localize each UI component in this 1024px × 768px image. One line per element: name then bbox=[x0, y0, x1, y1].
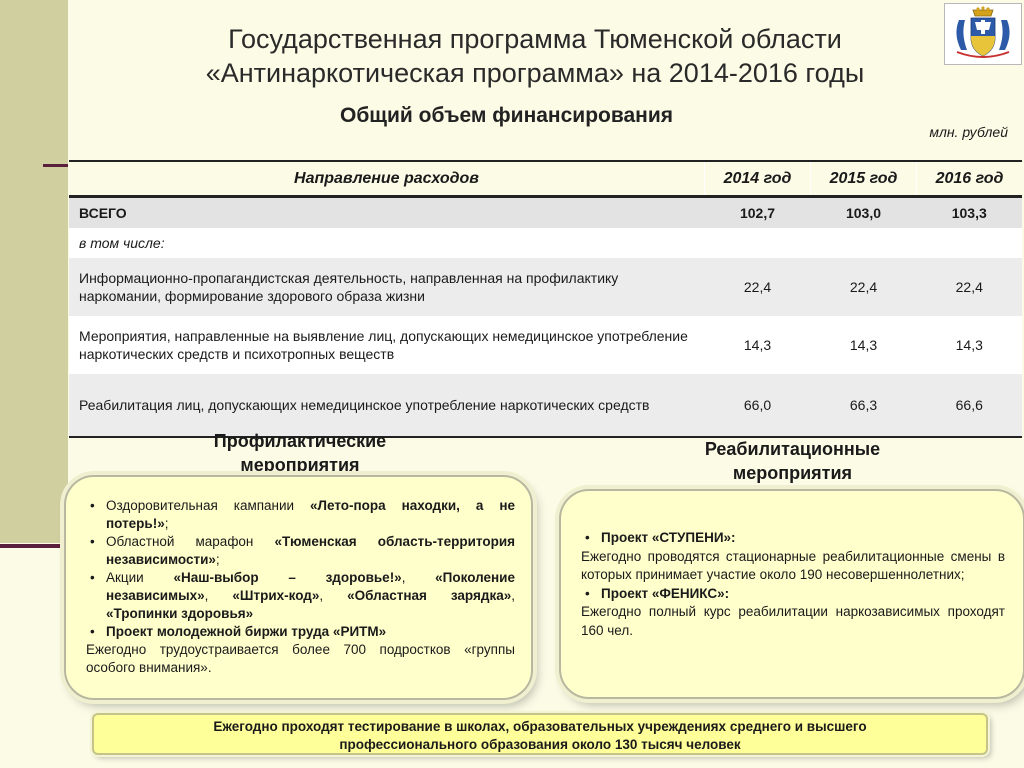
rehab-panel bbox=[559, 489, 1024, 699]
list-item: • Оздоровительная кампании «Лето-пора находки, а не потерь!»; bbox=[86, 497, 515, 533]
row-label: в том числе: bbox=[69, 228, 1022, 258]
cell-value: 22,4 bbox=[917, 258, 1023, 316]
cell-value: 66,6 bbox=[917, 374, 1023, 437]
prevention-panel bbox=[64, 475, 533, 700]
table-row bbox=[69, 316, 1022, 374]
title-line-2: «Антинаркотическая программа» на 2014-2016 годы bbox=[205, 58, 865, 88]
cell-value: 66,3 bbox=[811, 374, 917, 437]
page-title bbox=[120, 22, 950, 90]
footer-line-2: профессионального образования около 130 тысяч человек bbox=[339, 737, 741, 752]
col-year-2015: 2015 год bbox=[811, 161, 917, 197]
page-subtitle: Общий объем финансирования bbox=[340, 104, 674, 127]
col-year-2014: 2014 год bbox=[705, 161, 811, 197]
coat-of-arms-icon bbox=[944, 3, 1022, 65]
table-row-total bbox=[69, 197, 1022, 229]
cell-value: 14,3 bbox=[811, 316, 917, 374]
financing-table bbox=[69, 160, 1022, 438]
units-label: млн. рублей bbox=[929, 124, 1008, 140]
prevention-heading: Профилактические мероприятия bbox=[213, 431, 387, 475]
list-item: • Областной марафон «Тюменская область-территория независимости»; bbox=[86, 533, 515, 569]
cell-value: 14,3 bbox=[705, 316, 811, 374]
cell-value: 22,4 bbox=[811, 258, 917, 316]
rehab-heading: Реабилитационные мероприятия bbox=[704, 439, 881, 483]
testing-info-box bbox=[92, 713, 988, 755]
table-row bbox=[69, 258, 1022, 316]
list-item: • Проект молодежной биржи труда «РИТМ» bbox=[86, 623, 515, 641]
cell-value: 66,0 bbox=[705, 374, 811, 437]
cell-value: 102,7 bbox=[705, 197, 811, 229]
title-line-1: Государственная программа Тюменской области bbox=[228, 24, 842, 54]
row-label: ВСЕГО bbox=[69, 197, 705, 229]
prevention-note: Ежегодно трудоустраивается более 700 подростков «группы особого внимания». bbox=[86, 642, 515, 675]
table-header-row bbox=[69, 161, 1022, 197]
col-year-2016: 2016 год bbox=[917, 161, 1023, 197]
cell-value: 14,3 bbox=[917, 316, 1023, 374]
row-label: Мероприятия, направленные на выявление лиц, допускающих немедицинское употребление наркотических средств и психотропных веществ bbox=[69, 316, 705, 374]
side-decor-band bbox=[0, 0, 68, 543]
col-direction: Направление расходов bbox=[69, 161, 705, 197]
table-row bbox=[69, 374, 1022, 437]
row-label: Реабилитация лиц, допускающих немедицинское употребление наркотических средств bbox=[69, 374, 705, 437]
decor-line-top bbox=[43, 164, 68, 167]
list-item: • Акции «Наш-выбор – здоровье!», «Поколение независимых», «Штрих-код», «Областная зарядка», «Тропинки здоровья» bbox=[86, 569, 515, 623]
cell-value: 103,0 bbox=[811, 197, 917, 229]
rehab-item1-text: Ежегодно проводятся стационарные реабилитационные смены в которых принимает участие около 190 несовершеннолетних; bbox=[581, 548, 1005, 582]
table-row-including bbox=[69, 228, 1022, 258]
footer-line-1: Ежегодно проходят тестирование в школах, образовательных учреждениях среднего и высшего bbox=[213, 719, 867, 734]
row-label: Информационно-пропагандистская деятельность, направленная на профилактику наркомании, формирование здорового образа жизни bbox=[69, 258, 705, 316]
rehab-item2-text: Ежегодно полный курс реабилитации наркозависимых проходят 160 чел. bbox=[581, 604, 1005, 638]
list-item: • Проект «СТУПЕНИ»: bbox=[581, 529, 1005, 548]
list-item: • Проект «ФЕНИКС»: bbox=[581, 585, 1005, 604]
cell-value: 22,4 bbox=[705, 258, 811, 316]
cell-value: 103,3 bbox=[917, 197, 1023, 229]
